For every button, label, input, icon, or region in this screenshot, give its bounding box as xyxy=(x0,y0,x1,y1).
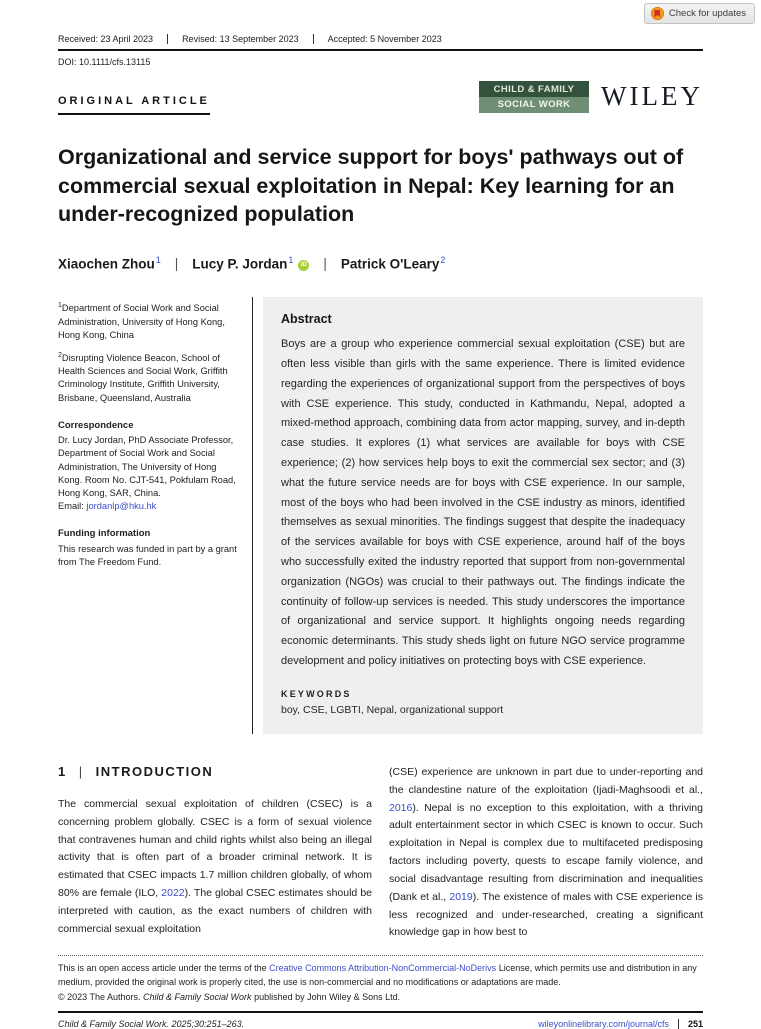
doi: DOI: 10.1111/cfs.13115 xyxy=(58,57,151,67)
keywords-heading: KEYWORDS xyxy=(281,688,352,699)
intro-paragraph-1 xyxy=(58,796,372,939)
journal-url-link[interactable]: wileyonlinelibrary.com/journal/cfs xyxy=(538,1019,669,1029)
intro-p2-text: (CSE) experience are unknown in part due to under-reporting and the clandestine nature of the exploitation (Ijadi-Maghsoodi et al., xyxy=(389,765,703,796)
abstract-box xyxy=(263,297,703,734)
intro-paragraph-2 xyxy=(389,764,703,942)
check-for-updates-label: Check for updates xyxy=(668,8,746,19)
section-title: INTRODUCTION xyxy=(95,763,214,779)
page-number: 251 xyxy=(678,1019,703,1029)
journal-citation: Child & Family Social Work. 2025;30:251–263. xyxy=(58,1019,245,1029)
author-3 xyxy=(341,255,446,272)
license-text: This is an open access article under the terms of the xyxy=(58,963,270,974)
author-separator: | xyxy=(174,255,179,271)
revised-date: Revised: 13 September 2023 xyxy=(167,34,313,44)
affiliation-1-text: Department of Social Work and Social Administration, University of Hong Kong, Hong Kong, China xyxy=(58,303,225,340)
journal-logo-line1: CHILD & FAMILY xyxy=(479,81,589,97)
intro-column-2 xyxy=(389,764,703,942)
article-type-label: ORIGINAL ARTICLE xyxy=(58,95,210,115)
info-band xyxy=(58,297,703,734)
intro-column-1 xyxy=(58,764,372,942)
copyright-text-cont: published by John Wiley & Sons Ltd. xyxy=(251,992,401,1003)
bottom-bar xyxy=(58,1011,703,1029)
author-2-name: Lucy P. Jordan xyxy=(192,256,288,272)
copyright-text: © 2023 The Authors. xyxy=(58,992,144,1003)
reference-link-ijadi-2016[interactable]: 2016 xyxy=(389,801,413,814)
affiliation-2-sup: 2 xyxy=(58,351,62,359)
abstract-section xyxy=(252,297,703,734)
accepted-date: Accepted: 5 November 2023 xyxy=(313,34,456,44)
section-number: 1 xyxy=(58,763,67,779)
affiliation-2 xyxy=(58,351,242,405)
author-separator: | xyxy=(323,255,327,271)
license-footnote xyxy=(58,955,703,990)
correspondence-text: Dr. Lucy Jordan, PhD Associate Professor, Department of Social Work and Social Administration, The University of Hong Kong. Room No. CJT-541, Pokfulam Road, Hong Kong, SAR, China. xyxy=(58,435,236,499)
intro-p1-text: The commercial sexual exploitation of children (CSEC) is a concerning problem globally. CSEC is a form of sexual violence that contravenes human and child rights whilst also being an illegal activity that is often part of a broader criminal network. It is estimated that CSEC impacts 1.7 million children globally, of whom 80% are female (ILO, xyxy=(58,797,372,900)
correspondence-heading: Correspondence xyxy=(58,419,134,431)
copyright-line xyxy=(58,992,703,1002)
section-heading xyxy=(58,764,372,779)
author-2 xyxy=(192,255,309,272)
crossmark-icon xyxy=(651,7,664,20)
article-history-bar xyxy=(58,34,703,51)
funding-text: This research was funded in part by a grant from The Freedom Fund. xyxy=(58,543,237,568)
wiley-logo: WILEY xyxy=(601,81,703,112)
received-date: Received: 23 April 2023 xyxy=(58,34,154,44)
author-3-affiliation-sup: 2 xyxy=(440,254,446,265)
funding-heading: Funding information xyxy=(58,528,151,540)
author-list xyxy=(58,255,703,272)
email-link[interactable]: jordanlp@hku.hk xyxy=(86,501,157,512)
affiliation-1 xyxy=(58,301,242,342)
section-pipe: | xyxy=(78,763,84,779)
affiliation-2-text: Disrupting Violence Beacon, School of Health Sciences and Social Work, Griffith Criminology Institute, Griffith University, Brisbane, Queensland, Australia xyxy=(58,353,228,403)
introduction-section xyxy=(58,764,703,942)
article-info-panel xyxy=(58,297,242,734)
intro-p2-text-end: ). The existence of males with CSE experience is less recognized and under-researched, creating a significant knowledge gap in how best to xyxy=(389,890,703,939)
copyright-journal-name: Child & Family Social Work xyxy=(143,992,252,1003)
intro-p1-text-cont: ). The global CSEC estimates should be interpreted with caution, as the exact numbers of children with commercial sexual exploitation xyxy=(58,887,373,935)
email-label: Email: xyxy=(58,501,87,512)
author-1 xyxy=(58,255,161,272)
check-for-updates-button[interactable] xyxy=(644,3,755,24)
abstract-body: Boys are a group who experience commercial sexual exploitation (CSE) but are often less visible than girls with the same experience. There is limited evidence regarding the experiences of organizational support from the perspectives of boys with CSE experience. This study, conducted in Kathmandu, Nepal, adopted a mixed-method approach, combining data from actor mapping, survey, and in-depth case studies. It explores (1) what services are available for boys with CSE experience; (2) how services help boys to exit the commercial sex sector; and (3) what the future service needs are for boys with CSE experience. In our sample, most of the boys who had been involved in the CSE industry as minors, identified themselves as sexual minorities. The findings suggest that despite the inadequacy of the services available for boys with CSE experience, around half of the boys who successfully exited the industry reported that support from non-governmental organization (NGOs) was crucial to their pathways out. The findings indicate the continuity of follow-up services is needed. This study underscores the importance of organizational and service support. It highlights ongoing needs regarding economic determinants. This study sheds light on future NGO service programme development and policy initiatives on protecting boys with CSE experience. xyxy=(281,338,685,668)
masthead xyxy=(58,81,703,115)
creative-commons-license-link[interactable]: Creative Commons Attribution-NonCommercial-NoDerivs xyxy=(269,963,497,974)
author-3-name: Patrick O'Leary xyxy=(340,256,440,272)
author-2-affiliation-sup: 1 xyxy=(288,254,294,265)
license-text-cont: License, which permits use and distribution in any medium, provided the original work is properly cited, the use is non-commercial and no modifications or adaptations are made. xyxy=(58,963,697,988)
affiliation-1-sup: 1 xyxy=(58,302,62,310)
keywords-text: boy, CSE, LGBTI, Nepal, organizational support xyxy=(281,703,504,716)
article-title: Organizational and service support for boys' pathways out of commercial sexual exploitation in Nepal: Key learning for an under-recognized population xyxy=(58,145,684,227)
author-1-name: Xiaochen Zhou xyxy=(58,256,155,272)
author-1-affiliation-sup: 1 xyxy=(155,254,161,265)
logo-group xyxy=(479,81,703,113)
reference-link-ilo-2022[interactable]: 2022 xyxy=(161,887,185,900)
abstract-heading: Abstract xyxy=(281,312,332,327)
journal-logo xyxy=(479,81,589,113)
journal-logo-line2: SOCIAL WORK xyxy=(479,97,589,113)
bottom-right xyxy=(538,1019,703,1029)
intro-p2-text-cont: ). Nepal is no exception to this exploitation, with a thriving adult entertainment sector in which CSEC is known to occur. Such exploitation in Nepal is complex due to multifaceted predisposing factors including poverty, quests to escape family violence, and social disadvantage resulting from discrimination and inequalities (Dank et al., xyxy=(389,801,703,903)
correspondence-email-line xyxy=(58,500,242,513)
reference-link-dank-2019[interactable]: 2019 xyxy=(449,890,473,903)
orcid-icon[interactable]: iD xyxy=(298,260,309,271)
